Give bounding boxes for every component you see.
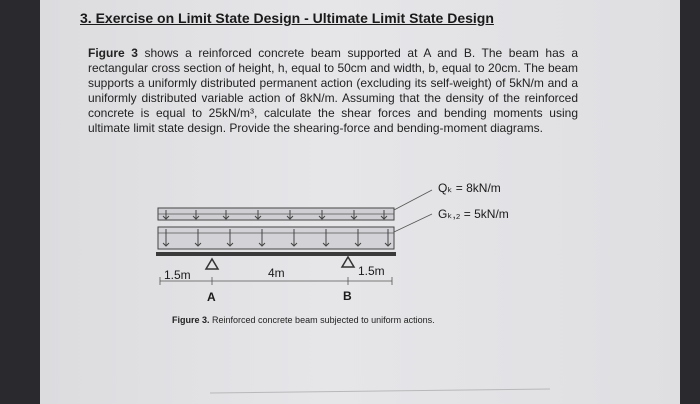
exercise-heading: 3. Exercise on Limit State Design - Ultimate Limit State Design xyxy=(80,10,494,26)
span-mid-label: 4m xyxy=(268,266,285,280)
caption-text: Reinforced concrete beam subjected to uniform actions. xyxy=(209,315,435,325)
span-right-label: 1.5m xyxy=(358,264,385,278)
support-b-label: B xyxy=(343,289,352,303)
problem-text: shows a reinforced concrete beam supported at A and B. The beam has a rectangular cross section of height, h, equal to 50cm and width, b, equal to 20cm. The beam supports a uniformly distributed permanent action (excluding its self-weight) of 5kN/m and a uniformly distributed variable action of 8kN/m. Assuming that the density of the reinforced concrete is equal to 25kN/m³, calculate the shear forces and bending moments using ultimate limit state design. Provide the shearing-force and bending-moment diagrams. xyxy=(88,46,578,135)
support-b-icon xyxy=(342,257,354,267)
beam xyxy=(156,252,396,256)
support-a-label: A xyxy=(207,290,216,304)
figure-reference: Figure 3 xyxy=(88,46,138,60)
variable-load-band xyxy=(158,208,394,220)
support-a-icon xyxy=(206,259,218,269)
variable-action-label: Qₖ = 8kN/m xyxy=(438,181,501,195)
page-rule xyxy=(210,389,550,393)
q-leader-line xyxy=(394,190,432,210)
g-leader-line xyxy=(394,214,432,232)
caption-lead: Figure 3. xyxy=(172,315,210,325)
span-left-label: 1.5m xyxy=(164,268,191,282)
permanent-action-label: Gₖ,₂ = 5kN/m xyxy=(438,207,509,221)
permanent-load-band xyxy=(158,227,394,249)
